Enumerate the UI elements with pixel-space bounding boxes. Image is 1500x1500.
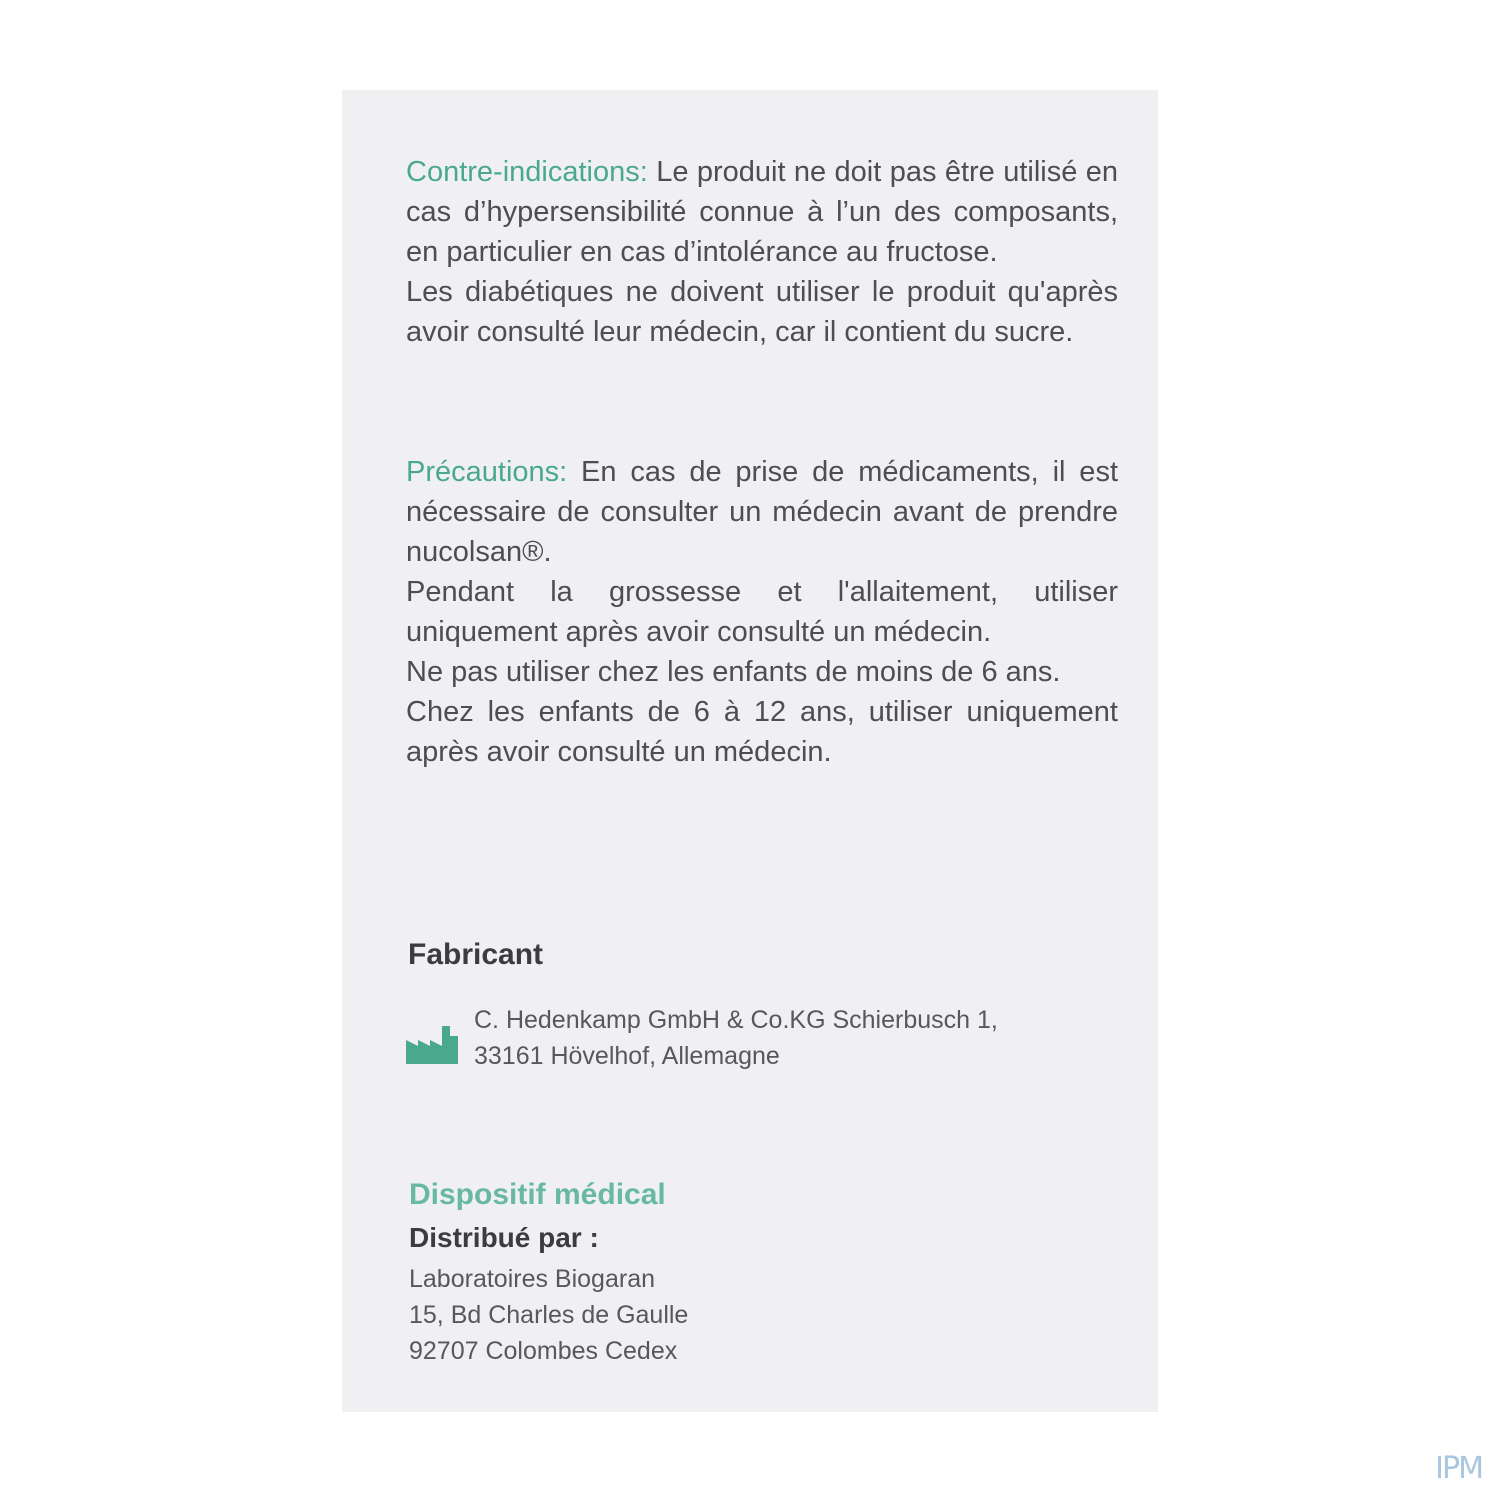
precautions-heading: Précautions: [406,456,568,488]
distributor-line-3: 92707 Colombes Cedex [409,1337,678,1365]
distributor-line-2: 15, Bd Charles de Gaulle [409,1301,689,1329]
leaflet-panel [342,90,1158,1412]
factory-icon [406,1026,458,1064]
manufacturer-title: Fabricant [408,938,544,971]
contraindications-section [406,152,1118,352]
precautions-section [406,452,1118,772]
contraindications-paragraph-2: Les diabétiques ne doivent utiliser le produit qu'après avoir consulté leur médecin, car il contient du sucre. [406,276,1118,348]
precautions-paragraph-2: Pendant la grossesse et l'allaitement, utiliser uniquement après avoir consulté un médecin. [406,576,1118,648]
manufacturer-address-line-2: 33161 Hövelhof, Allemagne [474,1042,780,1070]
precautions-text-1: En cas de prise de médicaments, il est nécessaire de consulter un médecin avant de prendre nucolsan®. [406,456,1118,568]
precautions-paragraph-4: Chez les enfants de 6 à 12 ans, utiliser uniquement après avoir consulté un médecin. [406,696,1118,768]
distributor-line-1: Laboratoires Biogaran [409,1265,655,1293]
contraindications-text-1: Le produit ne doit pas être utilisé en cas d’hypersensibilité connue à l’un des composants, en particulier en cas d’intolérance au fructose. [406,156,1118,268]
precautions-paragraph-3: Ne pas utiliser chez les enfants de moins de 6 ans. [406,656,1061,688]
precautions-paragraph-1 [406,452,1118,572]
medical-device-label: Dispositif médical [409,1178,666,1211]
watermark-logo: IPM [1435,1451,1482,1486]
manufacturer-address [474,1002,998,1074]
manufacturer-address-line-1: C. Hedenkamp GmbH & Co.KG Schierbusch 1, [474,1006,998,1034]
distributor-title: Distribué par : [409,1222,599,1253]
contraindications-paragraph-1 [406,152,1118,272]
distributor-address [409,1261,688,1369]
contraindications-heading: Contre-indications: [406,156,648,188]
